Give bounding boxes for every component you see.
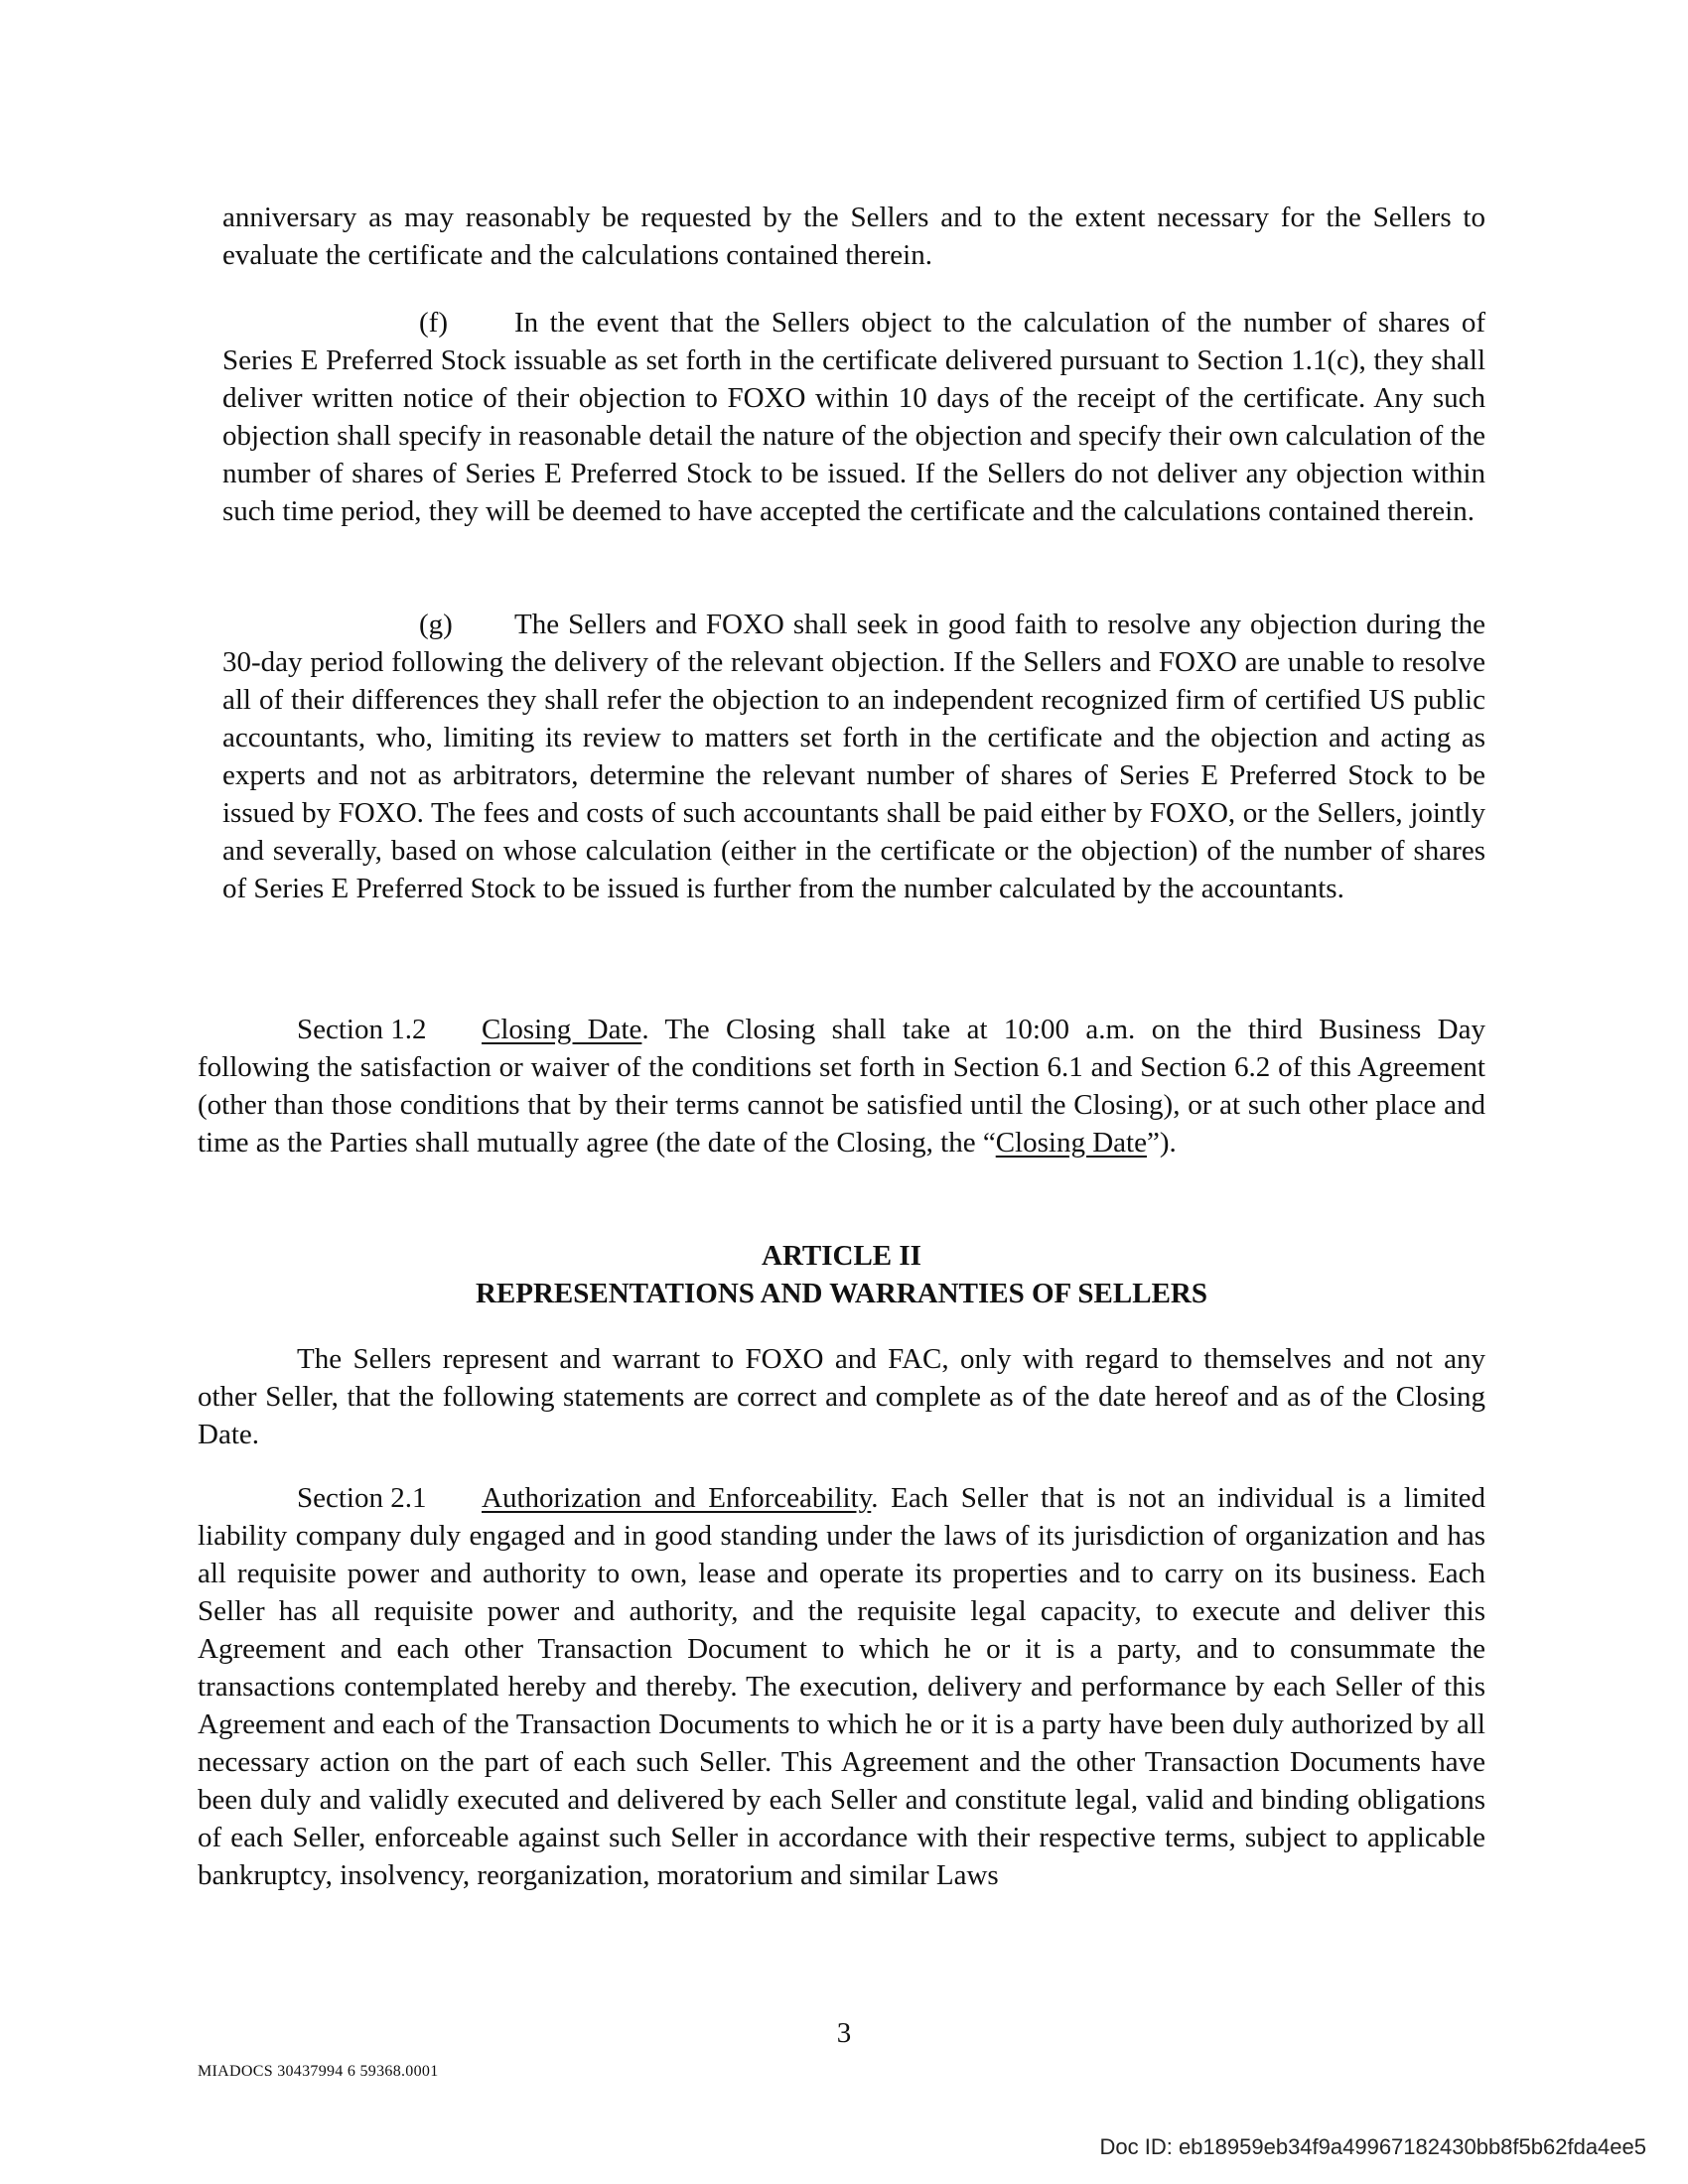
section-2-1 (198, 1479, 1485, 1894)
doc-id-stamp: Doc ID: eb18959eb34f9a49967182430bb8f5b62fda4ee5 (1099, 2134, 1646, 2159)
paragraph-g-marker: (g) (419, 609, 453, 640)
section-1-2-text-end: ”). (1146, 1127, 1177, 1159)
section-1-2-number: Section 1.2 (297, 1014, 427, 1045)
section-1-2 (198, 1011, 1485, 1161)
paragraph-f (222, 304, 1485, 530)
section-2-1-title: Authorization and Enforceability (482, 1482, 872, 1514)
section-1-2-title: Closing Date (482, 1014, 642, 1045)
paragraph-f-marker: (f) (419, 307, 448, 339)
article-2-intro-text: The Sellers represent and warrant to FOXO and FAC, only with regard to themselves and not any other Seller, that the following statements are correct and complete as of the date hereof and as of the Closing Date. (198, 1343, 1485, 1450)
document-reference: MIADOCS 30437994 6 59368.0001 (198, 2063, 439, 2080)
section-2-1-number: Section 2.1 (297, 1482, 427, 1514)
paragraph-f-text: In the event that the Sellers object to the calculation of the number of shares of Series E Preferred Stock issuable as set forth in the certificate delivered pursuant to Section 1.1(c), they shall deliver written notice of their objection to FOXO within 10 days of the receipt of the certificate. Any such objection shall specify in reasonable detail the nature of the objection and specify their own calculation of the number of shares of Series E Preferred Stock to be issued. If the Sellers do not deliver any objection within such time period, they will be deemed to have accepted the certificate and the calculations contained therein. (222, 307, 1485, 527)
page-number: 3 (836, 2017, 852, 2049)
article-2-title: REPRESENTATIONS AND WARRANTIES OF SELLERS (475, 1278, 1207, 1309)
article-2-number: ARTICLE II (762, 1240, 921, 1272)
paragraph-continuation: anniversary as may reasonably be requested by the Sellers and to the extent necessary for the Sellers to evaluate the certificate and the calculations contained therein. (222, 202, 1485, 271)
section-1-2-text: . The Closing shall take at 10:00 a.m. on the third Business Day following the satisfaction or waiver of the conditions set forth in Section 6.1 and Section 6.2 of this Agreement (other than those conditions that by their terms cannot be satisfied until the Closing), or at such other place and time as the Parties shall mutually agree (the date of the Closing, the “ (198, 1014, 1485, 1159)
section-2-1-text: . Each Seller that is not an individual is a limited liability company duly engaged and in good standing under the laws of its jurisdiction of organization and has all requisite power and authority to own, lease and operate its properties and to carry on its business. Each Seller has all requisite power and authority, and the requisite legal capacity, to execute and deliver this Agreement and each other Transaction Document to which he or it is a party, and to consummate the transactions contemplated hereby and thereby. The execution, delivery and performance by each Seller of this Agreement and each of the Transaction Documents to which he or it is a party have been duly authorized by all necessary action on the part of each such Seller. This Agreement and the other Transaction Documents have been duly and validly executed and delivered by each Seller and constitute legal, valid and binding obligations of each Seller, enforceable against such Seller in accordance with their respective terms, subject to applicable bankruptcy, insolvency, reorganization, moratorium and similar Laws (198, 1482, 1485, 1891)
closing-date-defined-term: Closing Date (995, 1127, 1147, 1159)
paragraph-g-text: The Sellers and FOXO shall seek in good faith to resolve any objection during the 30-day period following the delivery of the relevant objection. If the Sellers and FOXO are unable to resolve all of their differences they shall refer the objection to an independent recognized firm of certified US public accountants, who, limiting its review to matters set forth in the certificate and the objection and acting as experts and not as arbitrators, determine the relevant number of shares of Series E Preferred Stock to be issued by FOXO. The fees and costs of such accountants shall be paid either by FOXO, or the Sellers, jointly and severally, based on whose calculation (either in the certificate or the objection) of the number of shares of Series E Preferred Stock to be issued is further from the number calculated by the accountants. (222, 609, 1485, 904)
article-2-intro (198, 1340, 1485, 1453)
paragraph-g (222, 606, 1485, 907)
article-2-heading (198, 1237, 1485, 1312)
